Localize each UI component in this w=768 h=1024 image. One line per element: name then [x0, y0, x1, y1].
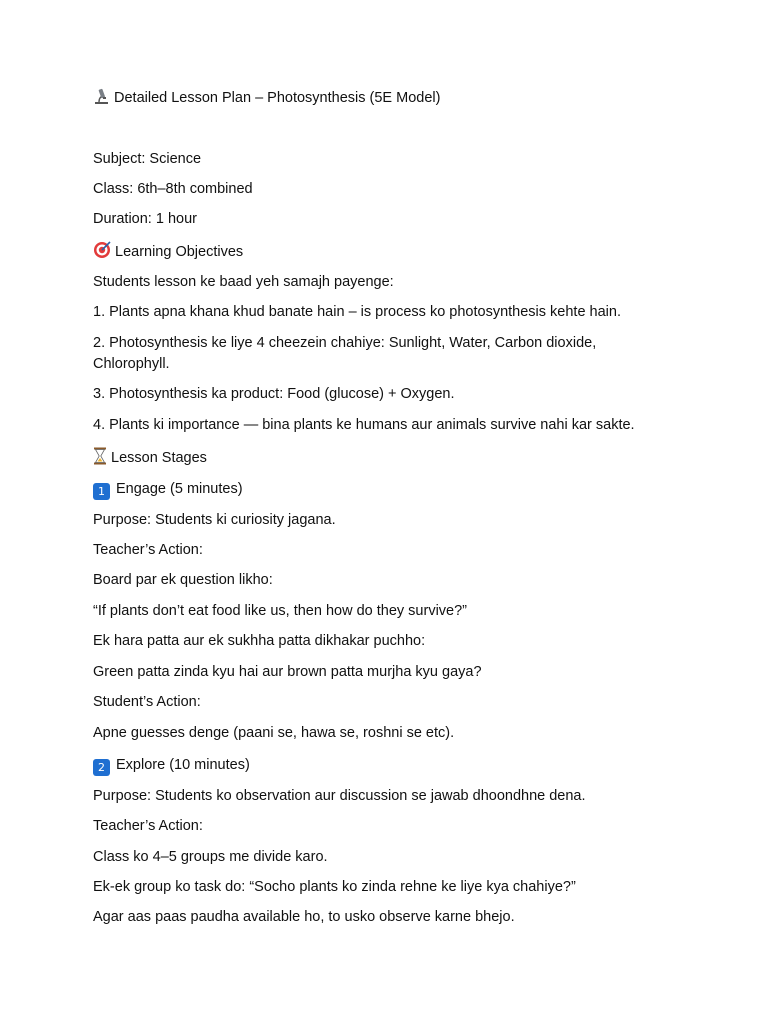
- subject-line: Subject: Science: [93, 151, 202, 167]
- number-two-icon: 2: [93, 759, 110, 776]
- stages-heading-text: Lesson Stages: [111, 450, 207, 466]
- engage-title: Engage (5 minutes): [116, 481, 243, 497]
- objective-item: 4. Plants ki importance — bina plants ke humans aur animals survive nahi kar sakte.: [93, 417, 635, 433]
- explore-title: Explore (10 minutes): [116, 757, 250, 773]
- target-icon: [93, 241, 111, 266]
- engage-line: Green patta zinda kyu hai aur brown patta murjha kyu gaya?: [93, 664, 482, 680]
- objectives-intro: Students lesson ke baad yeh samajh payenge:: [93, 274, 394, 290]
- number-one-icon: 1: [93, 483, 110, 500]
- explore-line: Agar aas paas paudha available ho, to usko observe karne bhejo.: [93, 909, 515, 925]
- engage-line: Student’s Action:: [93, 694, 201, 710]
- objective-item: 1. Plants apna khana khud banate hain – is process ko photosynthesis kehte hain.: [93, 304, 621, 320]
- objectives-heading: [93, 241, 663, 266]
- page-title: [93, 88, 663, 112]
- engage-line: Teacher’s Action:: [93, 542, 203, 558]
- objective-item: 3. Photosynthesis ka product: Food (glucose) + Oxygen.: [93, 386, 455, 402]
- engage-line: “If plants don’t eat food like us, then how do they survive?”: [93, 603, 467, 619]
- engage-line: Purpose: Students ki curiosity jagana.: [93, 512, 336, 528]
- explore-line: Purpose: Students ko observation aur discussion se jawab dhoondhne dena.: [93, 788, 586, 804]
- engage-line: Board par ek question likho:: [93, 572, 273, 588]
- explore-line: Teacher’s Action:: [93, 818, 203, 834]
- objectives-heading-text: Learning Objectives: [115, 244, 244, 260]
- microscope-icon: [93, 88, 110, 112]
- title-text: Detailed Lesson Plan – Photosynthesis (5E Model): [114, 90, 441, 106]
- engage-line: Apne guesses denge (paani se, hawa se, roshni se etc).: [93, 725, 455, 741]
- explore-line: Ek-ek group ko task do: “Socho plants ko zinda rehne ke liye kya chahiye?”: [93, 879, 576, 895]
- class-line: Class: 6th–8th combined: [93, 181, 253, 197]
- engage-line: Ek hara patta aur ek sukhha patta dikhakar puchho:: [93, 633, 426, 649]
- explore-heading: [93, 755, 663, 776]
- engage-heading: [93, 479, 663, 500]
- objective-item: 2. Photosynthesis ke liye 4 cheezein chahiye: Sunlight, Water, Carbon dioxide, Chlorophyll.: [93, 335, 597, 372]
- hourglass-icon: [93, 447, 107, 472]
- duration-line: Duration: 1 hour: [93, 211, 197, 227]
- explore-line: Class ko 4–5 groups me divide karo.: [93, 849, 328, 865]
- stages-heading: [93, 447, 663, 472]
